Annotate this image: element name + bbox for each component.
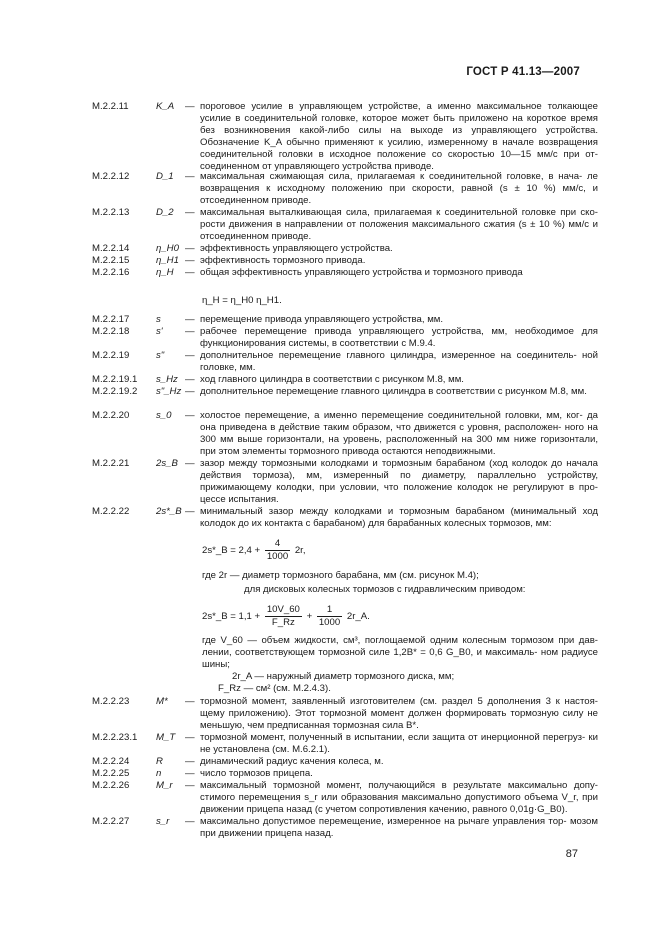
clause-number: M.2.2.13 bbox=[92, 207, 130, 218]
symbol: η_H0 bbox=[156, 243, 179, 254]
definition-row bbox=[92, 458, 598, 506]
symbol: s" bbox=[156, 350, 165, 361]
symbol: s_0 bbox=[156, 410, 172, 421]
dash: — bbox=[185, 207, 195, 218]
dash: — bbox=[185, 506, 195, 517]
dash: — bbox=[185, 816, 195, 827]
symbol: D_1 bbox=[156, 171, 174, 182]
definition-row bbox=[92, 207, 598, 243]
definition-text: тормозной момент, заявленный изготовителем (см. раздел 5 дополнения 3 к настоя- щему приложению). Этот тормозной момент должен формировать тормозную силу не меньшую, чем предписанная тормозная сила B*. bbox=[200, 696, 598, 731]
dash: — bbox=[185, 696, 195, 707]
where-2ra: 2r_A — наружный диаметр тормозного диска, мм; bbox=[232, 671, 455, 682]
definition-text: зазор между тормозными колодками и тормозным барабаном (ход колодок до начала действия тормоза), мм, измеренный по диаметру, параллельно устройству, прижимающему колодки, при условии, что положение колодок не регулируют в про- цессе испытания. bbox=[200, 458, 598, 505]
definition-text: ход главного цилиндра в соответствии с рисунком M.8, мм. bbox=[200, 374, 464, 385]
formula1-lhs: 2s*_B = 2,4 + bbox=[202, 545, 261, 557]
clause-number: M.2.2.23 bbox=[92, 696, 130, 707]
symbol: M_r bbox=[156, 780, 173, 791]
symbol: η_H1 bbox=[156, 255, 179, 266]
formula2-plus: + bbox=[306, 611, 313, 623]
symbol: s_Hz bbox=[156, 374, 178, 385]
symbol: s' bbox=[156, 326, 163, 337]
definition-text: максимальный тормозной момент, получающийся в результате максимально допу- стимого перемещения s_r или образования максимально допустимого объема V_r, при движении прицепа назад (с учетом сопротивления качению, равного 0,01g·G_B0). bbox=[200, 780, 598, 815]
dash: — bbox=[185, 780, 195, 791]
clause-number: M.2.2.21 bbox=[92, 458, 130, 469]
where-drum-diameter: где 2r — диаметр тормозного барабана, мм (см. рисунок M.4); bbox=[202, 570, 479, 581]
definition-row bbox=[92, 314, 598, 326]
symbol: M_T bbox=[156, 732, 176, 743]
numerator: 10V_60 bbox=[266, 604, 300, 615]
disc-clearance-formula bbox=[202, 604, 370, 629]
clause-number: M.2.2.11 bbox=[92, 101, 129, 112]
clause-number: M.2.2.27 bbox=[92, 816, 130, 827]
formula2-lhs: 2s*_B = 1,1 + bbox=[202, 611, 261, 623]
shoe-clearance-formula bbox=[202, 538, 306, 563]
fraction bbox=[265, 538, 290, 563]
definition-text: число тормозов прицепа. bbox=[200, 768, 313, 779]
dash: — bbox=[185, 374, 195, 385]
fraction bbox=[317, 604, 342, 629]
symbol: s bbox=[156, 314, 161, 325]
numerator: 4 bbox=[265, 538, 290, 551]
clause-number: M.2.2.20 bbox=[92, 410, 130, 421]
fraction bbox=[265, 604, 302, 629]
definition-row bbox=[92, 756, 598, 768]
definition-text: эффективность управляющего устройства. bbox=[200, 243, 393, 254]
symbol: K_A bbox=[156, 101, 175, 112]
symbol: D_2 bbox=[156, 207, 174, 218]
dash: — bbox=[185, 768, 195, 779]
dash: — bbox=[185, 243, 195, 254]
definition-text: эффективность тормозного привода. bbox=[200, 255, 366, 266]
definition-text: холостое перемещение, а именно перемещение соединительной головки, мм, ког- да она приведена в действие таким образом, что движется с уровня, расположен- ного на 300 мм выше горизонтали, на уровень, расположенный на 300 мм ниже горизонтали, при этом элементы тормозного привода остаются неподвижными. bbox=[200, 410, 598, 457]
definition-text: общая эффективность управляющего устройства и тормозного привода bbox=[200, 267, 523, 278]
clause-number: M.2.2.19.1 bbox=[92, 374, 138, 385]
clause-number: M.2.2.22 bbox=[92, 506, 130, 517]
dash: — bbox=[185, 410, 195, 421]
clause-number: M.2.2.19 bbox=[92, 350, 130, 361]
denominator: F_Rz bbox=[271, 617, 295, 628]
clause-number: M.2.2.17 bbox=[92, 314, 130, 325]
clause-number: M.2.2.23.1 bbox=[92, 732, 138, 743]
page-number: 87 bbox=[565, 848, 578, 860]
symbol: R bbox=[156, 756, 163, 767]
definition-row bbox=[92, 732, 598, 756]
definition-row bbox=[92, 255, 598, 267]
definition-text: максимально допустимое перемещение, измеренное на рычаге управления тор- мозом при движении прицепа назад. bbox=[200, 816, 598, 839]
symbol: η_H bbox=[156, 267, 174, 278]
numerator: 1 bbox=[317, 604, 342, 617]
definition-row bbox=[92, 386, 598, 398]
dash: — bbox=[185, 458, 195, 469]
definition-text: перемещение привода управляющего устройства, мм. bbox=[200, 314, 444, 325]
formula1-rhs: 2r, bbox=[294, 545, 306, 557]
definition-text: рабочее перемещение привода управляющего устройства, мм, необходимое для функционирования системы, в соответствии с M.9.4. bbox=[200, 326, 598, 349]
clause-number: M.2.2.19.2 bbox=[92, 386, 138, 397]
where-v60: где V_60 — объем жидкости, см³, поглощаемой одним колесным тормозом при дав- лении, соответствующем тормозной силе 1,2B* = 0,6 G_B0, и максималь- ном радиусе шины; bbox=[202, 635, 598, 670]
dash: — bbox=[185, 267, 195, 278]
symbol: 2s_B bbox=[156, 458, 178, 469]
definition-text: дополнительное перемещение главного цилиндра, измеренное на соединитель- ной головке, мм. bbox=[200, 350, 598, 373]
symbol: s"_Hz bbox=[156, 386, 182, 397]
clause-number: M.2.2.26 bbox=[92, 780, 130, 791]
dash: — bbox=[185, 386, 195, 397]
dash: — bbox=[185, 732, 195, 743]
clause-number: M.2.2.15 bbox=[92, 255, 130, 266]
definition-text: минимальный зазор между колодками и тормозным барабаном (минимальный ход колодок до их контакта с барабаном) для барабанных колесных тормозов, мм: bbox=[200, 506, 598, 529]
definition-row bbox=[92, 326, 598, 350]
clause-number: M.2.2.12 bbox=[92, 171, 130, 182]
dash: — bbox=[185, 101, 195, 112]
definition-text: дополнительное перемещение главного цилиндра в соответствии с рисунком M.8, мм. bbox=[200, 386, 587, 397]
definition-text: максимальная сжимающая сила, прилагаемая к соединительной головке, в нача- ле возвращения к исходному положению при скорости, равной (s ± 10 %) мм/с, и отсоединенном приводе. bbox=[200, 171, 598, 206]
symbol: M* bbox=[156, 696, 168, 707]
clause-number: M.2.2.25 bbox=[92, 768, 130, 779]
definition-row bbox=[92, 374, 598, 386]
definition-text: тормозной момент, полученный в испытании, если защита от инерционной перегруз- ки не установлена (см. M.6.2.1). bbox=[200, 732, 598, 755]
where-frz: F_Rz — см² (см. M.2.4.3). bbox=[218, 683, 331, 694]
definition-row bbox=[92, 768, 598, 780]
denominator: 1000 bbox=[266, 551, 289, 562]
clause-number: M.2.2.24 bbox=[92, 756, 130, 767]
dash: — bbox=[185, 255, 195, 266]
formula2-rhs: 2r_A. bbox=[346, 611, 370, 623]
dash: — bbox=[185, 756, 195, 767]
definition-text: пороговое усилие в управляющем устройстве, а именно максимальное толкающее усилие в соединительной головке, которое может быть приложено на короткое время без возникновения какой-либо силы на выходе из управляющего устройства. Обозначение K_A обычно применяют к усилию, измеренному в начале возвращения соединительной головки в исходное положение со скоростью 10—15 мм/с при от- соединенном от управляющего устройства приводе. bbox=[200, 101, 598, 172]
dash: — bbox=[185, 171, 195, 182]
denominator: 1000 bbox=[318, 617, 341, 628]
definition-row bbox=[92, 780, 598, 816]
document-header: ГОСТ Р 41.13—2007 bbox=[466, 66, 580, 78]
definition-row bbox=[92, 410, 598, 458]
clause-number: M.2.2.16 bbox=[92, 267, 130, 278]
definition-row bbox=[92, 350, 598, 374]
symbol: 2s*_B bbox=[156, 506, 182, 517]
dash: — bbox=[185, 350, 195, 361]
definition-text: максимальная выталкивающая сила, прилагаемая к соединительной головке при ско- рости движения в направлении от положения максимального сжатия (s ± 10 %) мм/с и отсоединенном приводе. bbox=[200, 207, 598, 242]
definition-row bbox=[92, 171, 598, 207]
symbol: s_r bbox=[156, 816, 170, 827]
definition-row bbox=[92, 506, 598, 530]
definition-text: динамический радиус качения колеса, м. bbox=[200, 756, 384, 767]
symbol: n bbox=[156, 768, 162, 779]
definition-row bbox=[92, 816, 598, 840]
definition-row bbox=[92, 243, 598, 255]
dash: — bbox=[185, 314, 195, 325]
definition-row bbox=[92, 696, 598, 732]
definition-row bbox=[92, 267, 598, 279]
definition-row bbox=[92, 101, 598, 172]
disc-brakes-caption: для дисковых колесных тормозов с гидравлическим приводом: bbox=[244, 584, 526, 595]
dash: — bbox=[185, 326, 195, 337]
eta-formula: η_H = η_H0 η_H1. bbox=[202, 295, 282, 306]
clause-number: M.2.2.14 bbox=[92, 243, 130, 254]
clause-number: M.2.2.18 bbox=[92, 326, 130, 337]
